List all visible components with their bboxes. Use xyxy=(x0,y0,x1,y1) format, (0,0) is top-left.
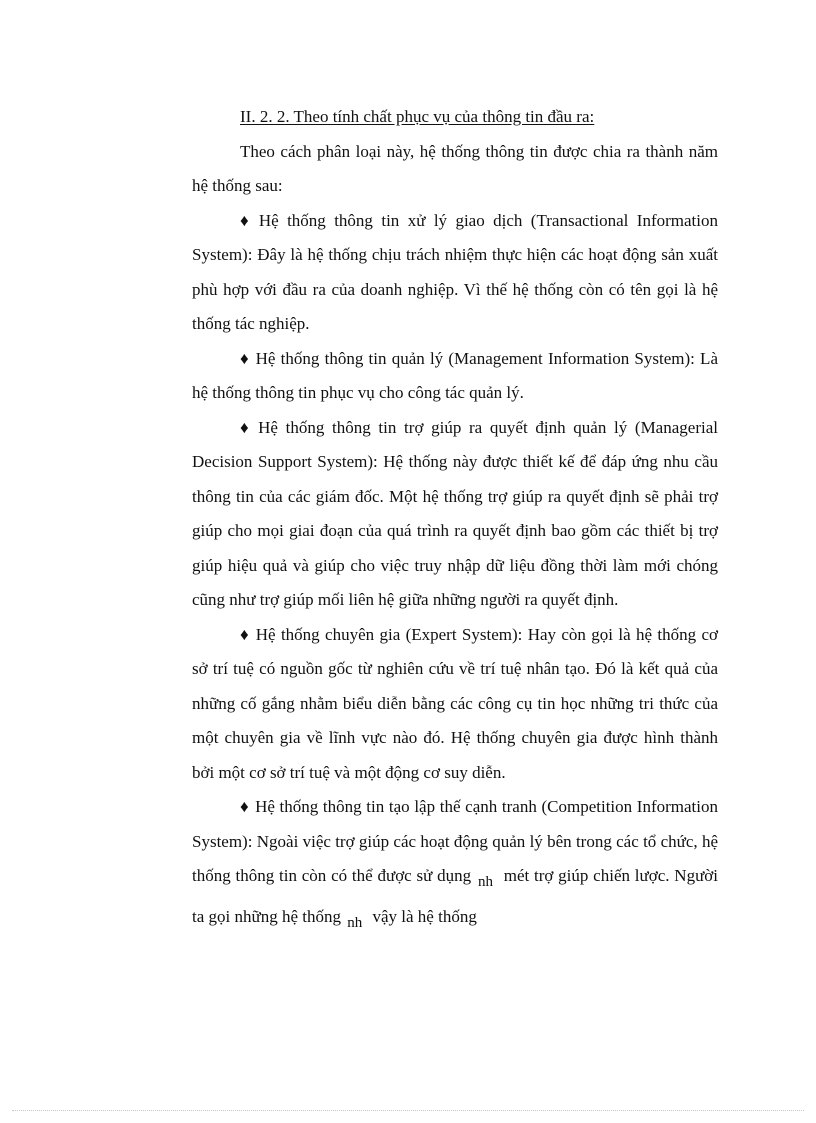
bullet-paragraph-transactional xyxy=(192,204,718,342)
bullet-paragraph-competition xyxy=(192,790,718,940)
diamond-bullet-icon: ♦ xyxy=(240,417,253,437)
subscript-fragment: nh xyxy=(347,914,363,931)
paragraph-text: mét trợ giúp chiến lược. Người ta gọi những hệ thống xyxy=(192,866,719,926)
diamond-bullet-icon: ♦ xyxy=(240,624,250,644)
paragraph-text: Hệ thống thông tin xử lý giao dịch (Transactional Information System): Đây là hệ thống chịu trách nhiệm thực hiện các hoạt động sản xuất phù hợp với đầu ra của doanh nghiệp. Vì thế hệ thống còn có tên gọi là hệ thống tác nghiệp. xyxy=(192,210,718,333)
document-body xyxy=(192,100,718,940)
bullet-paragraph-decision-support xyxy=(192,411,718,618)
bullet-paragraph-expert-system xyxy=(192,618,718,791)
paragraph-text: vậy là hệ thống xyxy=(372,906,477,926)
diamond-bullet-icon: ♦ xyxy=(240,210,253,230)
diamond-bullet-icon: ♦ xyxy=(240,797,250,816)
paragraph-text: Hệ thống thông tin trợ giúp ra quyết định quản lý (Managerial Decision Support System): Hệ thống này được thiết kế để đáp ứng nhu cầu thông tin của các giám đốc. Một hệ thống trợ giúp ra quyết định sẽ phải trợ giúp cho mọi giai đoạn của quá trình ra quyết định bao gồm các thiết bị trợ giúp hiệu quả và giúp cho việc truy nhập dữ liệu đồng thời làm mới chóng cũng như trợ giúp mối liên hệ giữa những người ra quyết định. xyxy=(192,417,718,609)
section-heading: II. 2. 2. Theo tính chất phục vụ của thông tin đầu ra: xyxy=(240,107,595,126)
paragraph-text: Hệ thống thông tin tạo lập thế cạnh tranh (Competition Information System): Ngoài việc trợ giúp các hoạt động quản lý bên trong các tổ chức, hệ thống thông tin còn có thể được sử dụng xyxy=(192,797,718,885)
page-bottom-divider xyxy=(12,1110,804,1111)
paragraph-text: Hệ thống chuyên gia (Expert System): Hay còn gọi là hệ thống cơ sở trí tuệ có nguồn gốc từ nghiên cứu về trí tuệ nhân tạo. Đó là kết quả của những cố gắng nhằm biểu diễn bằng các công cụ tin học những tri thức của một chuyên gia về lĩnh vực nào đó. Hệ thống chuyên gia được hình thành bởi một cơ sở trí tuệ và một động cơ suy diễn. xyxy=(192,624,718,782)
paragraph-text: Hệ thống thông tin quản lý (Management Information System): Là hệ thống thông tin phục vụ cho công tác quản lý. xyxy=(192,348,718,402)
diamond-bullet-icon: ♦ xyxy=(240,348,250,368)
bullet-paragraph-management xyxy=(192,342,718,411)
intro-paragraph: Theo cách phân loại này, hệ thống thông tin được chia ra thành năm hệ thống sau: xyxy=(192,141,718,195)
subscript-fragment: nh xyxy=(477,874,493,890)
